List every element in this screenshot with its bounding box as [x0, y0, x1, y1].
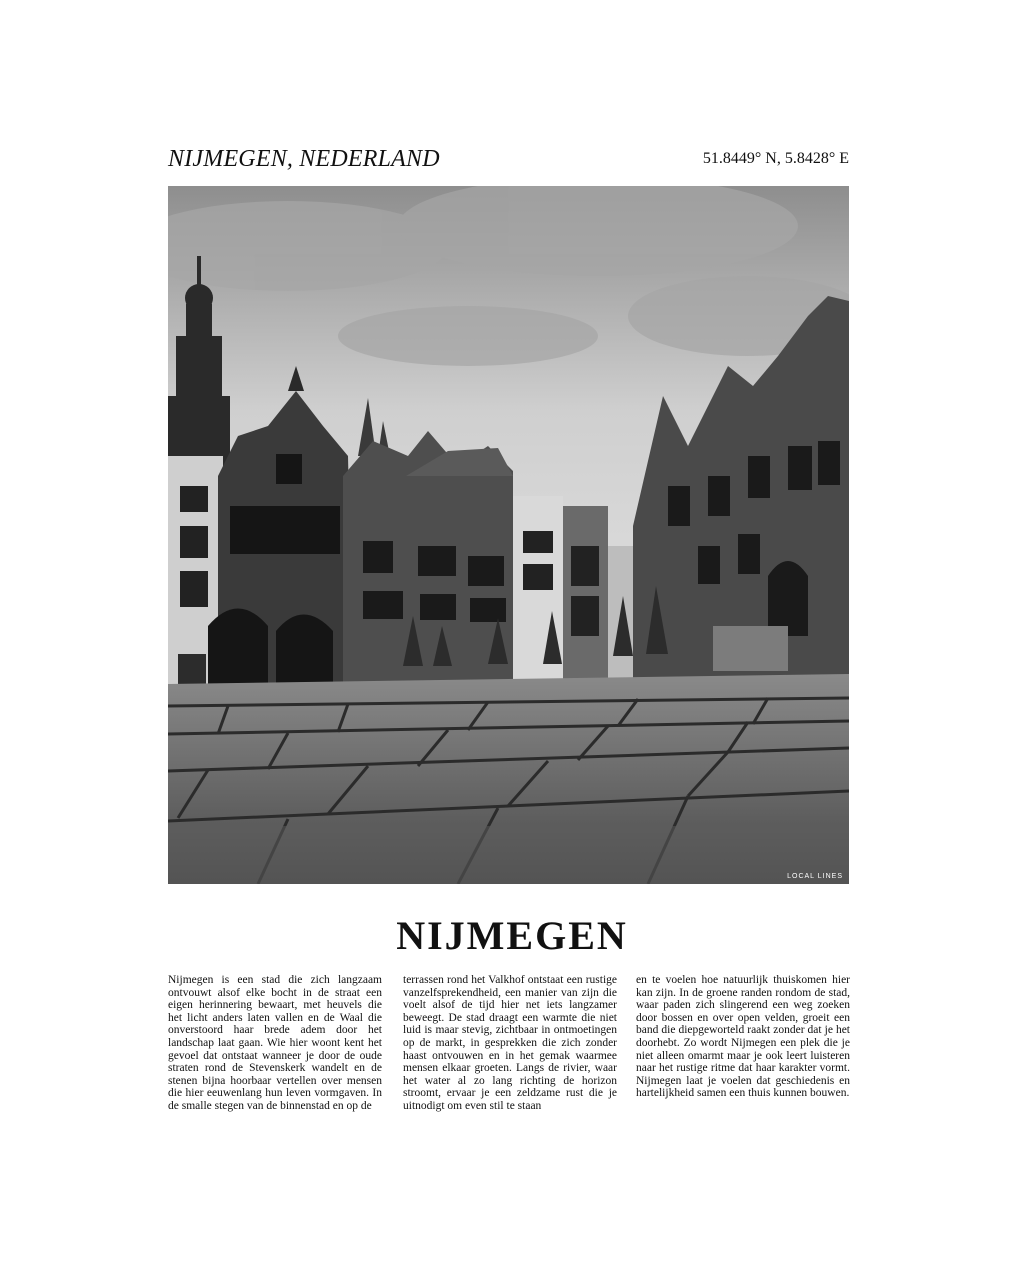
page-title: NIJMEGEN	[396, 913, 628, 958]
location-heading: NIJMEGEN, NEDERLAND	[168, 146, 440, 172]
coordinates-text: 51.8449° N, 5.8428° E	[702, 150, 849, 167]
watermark: LOCAL LINES	[787, 873, 843, 880]
body-column-3: en te voelen hoe natuurlijk thuiskomen hier kan zijn. In de groene randen rondom de stad, waar paden zich slingerend een weg zoeken door bossen en over open velden, groeit een band die diepgeworteld raakt zonder dat je het doorhebt. Zo wordt Nijmegen een plek die je niet alleen omarmt maar je ook leert luisteren naar het rustige ritme dat haar karakter vormt. Nijmegen laat je voelen dat geschiedenis en hartelijkheid samen een thuis kunnen bouwen.	[636, 974, 850, 1100]
body-column-2: terrassen rond het Valkhof ontstaat een rustige vanzelfsprekendheid, een manier van zijn die voelt alsof de tijd hier net iets langzamer beweegt. De stad draagt een warmte die niet luid is maar stevig, zichtbaar in ontmoetingen op de markt, in gesprekken die zich zonder haast ontvouwen en in het gemak waarmee mensen elkaar groeten. Langs de rivier, waar het water al zo lang richting de horizon stroomt, ervaar je een zeldzame rust die je uitnodigt om even stil te staan	[403, 974, 617, 1112]
city-photo	[168, 186, 849, 884]
body-column-1: Nijmegen is een stad die zich langzaam ontvouwt alsof elke bocht in de straat een eigen herinnering bewaart, met heuvels die het licht anders laten vallen en de Waal die onverstoord haar brede adem door het landschap laat gaan. Wie hier woont kent het gevoel dat ontstaat wanneer je door de oude straten rond de Stevenskerk wandelt en de stenen bijna hoorbaar vertellen over mensen die hier eeuwenlang hun leven vormgaven. In de smalle stegen van de binnenstad en op de	[168, 974, 382, 1112]
market-square-illustration	[168, 186, 849, 884]
